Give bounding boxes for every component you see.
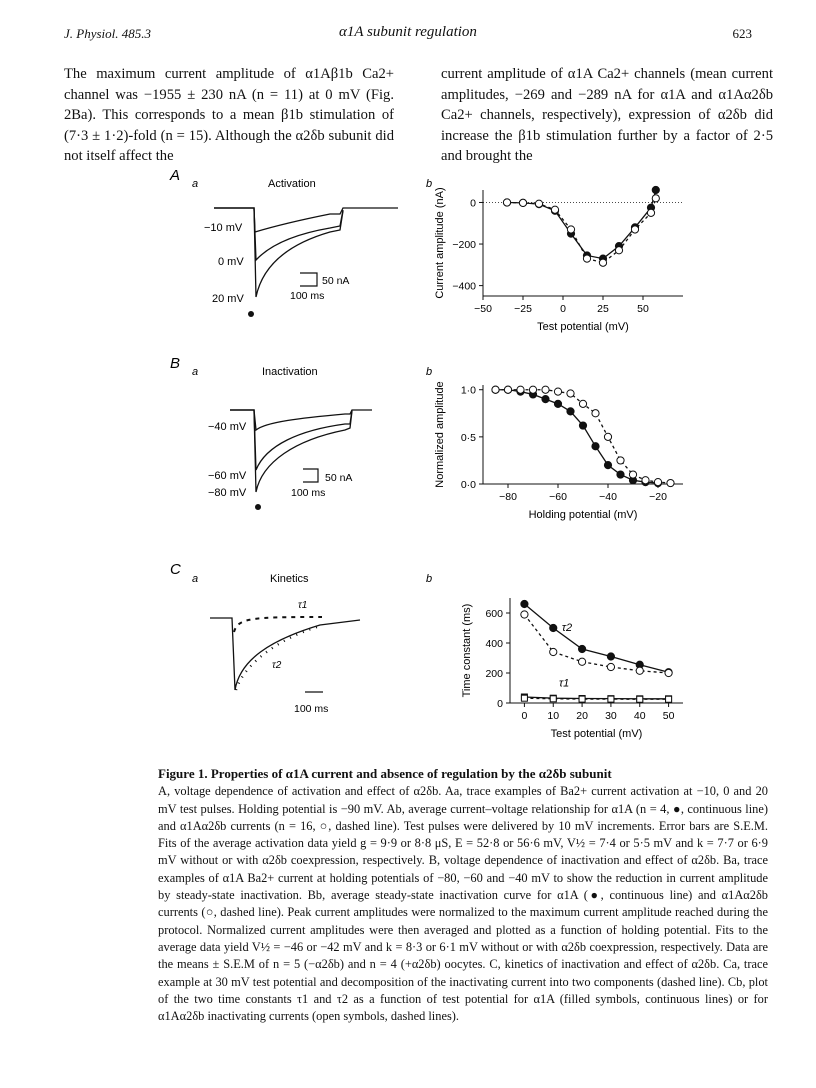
y-axis-title: Time constant (ms) (461, 603, 473, 698)
marker-dot-b (255, 504, 261, 510)
data-point (667, 479, 674, 486)
data-point (608, 696, 614, 702)
y-tick-label: 400 (485, 638, 503, 650)
x-tick-label: 40 (633, 710, 646, 722)
data-point (617, 457, 624, 464)
data-point (567, 390, 574, 397)
x-tick-label: −20 (649, 491, 667, 503)
y-tick-label: 0 (497, 698, 503, 710)
data-point (550, 648, 557, 655)
data-point (592, 443, 599, 450)
data-point (629, 471, 636, 478)
x-tick-label: 25 (597, 303, 609, 315)
data-point (529, 386, 536, 393)
data-point (578, 645, 585, 652)
x-tick-label: 10 (547, 710, 560, 722)
y-tick-label: 200 (485, 668, 503, 680)
data-point (636, 667, 643, 674)
data-point (504, 386, 511, 393)
panel-Ab-label: b (426, 178, 433, 190)
data-point (551, 206, 558, 213)
panel-Ba-label: a (192, 366, 199, 378)
figure-caption (158, 765, 768, 1025)
data-point (521, 611, 528, 618)
body-text-left-column: The maximum current amplitude of α1Aβ1b Ca2+ channel was −1955 ± 230 nA (n = 11) at 0 mV (Fig. 2Ba). This corresponds to a mean β1b stimulation of (7·3 ± 1·2)-fold (n = 15). Although the α2δb subunit did not itself affect the (64, 66, 394, 164)
data-point (617, 471, 624, 478)
chart-Ab-current-voltage (434, 186, 683, 333)
running-header-journal: J. Physiol. 485.3 (64, 26, 152, 41)
page-number: 623 (732, 26, 752, 41)
y-tick-label: 1·0 (460, 384, 476, 397)
series-line-0 (524, 604, 668, 672)
data-point (615, 247, 622, 254)
data-point (665, 669, 672, 676)
data-point (521, 695, 527, 701)
x-axis-title: Test potential (mV) (537, 321, 629, 333)
panel-Bb-label: b (426, 366, 433, 378)
data-point (583, 255, 590, 262)
data-point (550, 624, 557, 631)
data-point (599, 259, 606, 266)
caption-text: A, voltage dependence of activation and effect of α2δb. Aa, trace examples of Ba2+ current activation at −10, 0 and 20 mV test pulses. Holding potential is −90 mV. Ab, average current–voltage relationship for α1A (n = 4, ●, continuous line) and α1Aα2δb currents (n = 16, ○, dashed line). Test pulses were delivered by 10 mV increments. Error bars are S.E.M. Fits of the average activation data yield g = 9·9 or 8·8 μS, E = 52·8 or 56·6 mV, V½ = 7·4 or 5·5 mV and k = 7·7 or 6·9 mV without or with α2δb coexpression, respectively. B, voltage dependence of inactivation and effect of α2δb. Ba, trace examples of α1A Ba2+ current at holding potentials of −80, −60 and −40 mV to show the reduction in current amplitude by steady-state inactivation. Bb, average steady-state inactivation curve for α1A (●, continuous line) and α1Aα2δb currents (○, dashed line). Peak current amplitudes were normalized to the maximum current amplitude reached during the protocol. Normalized current amplitudes were then averaged and plotted as a function of holding potential. Fits to the average data yield V½ = −46 or −42 mV and k = 8·3 or 6·1 mV without or with α2δb coexpression, respectively. Data are the means ± S.E.M of n = 5 (−α2δb) and n = 4 (+α2δb) oocytes. C, kinetics of inactivation and effect of α2δb. Ca, trace example at 30 mV test potential and decomposition of the inactivating current into two components (dashed line). Cb, plot of the two time constants τ1 and τ2 as a function of test potential for α1A (filled symbols, continuous lines) or for α1Aα2δb inactivating currents (open symbols, dashed lines). (158, 784, 768, 1024)
panel-Ca-label: a (192, 573, 199, 585)
data-point (521, 600, 528, 607)
data-point (519, 199, 526, 206)
data-point (604, 433, 611, 440)
x-tick-label: 0 (560, 303, 566, 315)
series-line-0 (496, 390, 659, 483)
tau1-annotation: τ1 (559, 677, 570, 690)
panel-Aa-title: Activation (268, 178, 316, 190)
data-point (542, 396, 549, 403)
trace-label-a3: 20 mV (212, 293, 244, 305)
trace-label-b3: −80 mV (208, 487, 247, 499)
data-point (535, 200, 542, 207)
caption-title: Figure 1. Properties of α1A current and absence of regulation by the α2δb subunit (158, 766, 612, 781)
series-line-1 (524, 615, 668, 674)
y-tick-label: −200 (452, 239, 476, 252)
data-point (652, 186, 659, 193)
data-point (554, 400, 561, 407)
y-tick-label: 0·5 (460, 431, 476, 444)
y-tick-label: 600 (485, 608, 503, 620)
scale-bar-A (300, 273, 317, 286)
data-point (579, 422, 586, 429)
scale-time-C: 100 ms (294, 703, 329, 715)
trace-label-a1: −10 mV (204, 222, 243, 234)
data-point (579, 696, 585, 702)
data-point (654, 479, 661, 486)
body-text-right-column: current amplitude of α1A Ca2+ channels (mean current amplitudes, −269 and −289 nA for α1A and α1Aα2δb Ca2+ channels, respectively), expression of α2δb did increase the β1b stimulation further by a factor of 2·5 and brought the (441, 66, 773, 164)
x-axis-title: Test potential (mV) (550, 728, 643, 740)
data-point (604, 462, 611, 469)
scale-current-A: 50 nA (322, 275, 350, 287)
y-tick-label: −400 (452, 280, 476, 293)
x-axis-title: Holding potential (mV) (528, 509, 638, 521)
data-point (637, 696, 643, 702)
data-point (567, 226, 574, 233)
panel-Aa-label: a (192, 178, 199, 190)
chart-Bb-inactivation (434, 381, 683, 521)
scale-current-B: 50 nA (325, 472, 353, 484)
data-point (517, 386, 524, 393)
data-point (631, 226, 638, 233)
y-tick-label: 0·0 (460, 479, 476, 491)
data-point (647, 209, 654, 216)
tau2-annotation: τ2 (561, 622, 573, 634)
data-point (642, 477, 649, 484)
y-tick-label: 0 (470, 197, 476, 210)
panel-Ba-title: Inactivation (262, 366, 318, 378)
trace-label-a2: 0 mV (218, 256, 244, 268)
chart-Cb-time-constants (461, 598, 683, 740)
scale-time-B: 100 ms (291, 487, 326, 499)
data-point (567, 408, 574, 415)
marker-dot-a (248, 311, 254, 317)
data-point (607, 663, 614, 670)
x-tick-label: 0 (521, 710, 528, 722)
data-point (579, 400, 586, 407)
data-point (652, 195, 659, 202)
y-axis-title: Normalized amplitude (434, 381, 446, 488)
x-tick-label: 30 (605, 710, 617, 722)
x-tick-label: −50 (474, 303, 492, 315)
x-tick-label: −25 (514, 303, 532, 315)
y-axis-title: Current amplitude (nA) (434, 187, 446, 299)
tau1-label-Ca: τ1 (298, 600, 308, 611)
panel-letter-C: C (170, 561, 181, 578)
x-tick-label: −40 (599, 491, 617, 503)
panel-Ca-title: Kinetics (270, 573, 309, 585)
kinetics-trace (210, 617, 360, 690)
tau2-label-Ca: τ2 (272, 660, 282, 671)
data-point (607, 653, 614, 660)
trace-label-b1: −40 mV (208, 421, 247, 433)
data-point (542, 386, 549, 393)
data-point (592, 410, 599, 417)
data-point (554, 388, 561, 395)
running-header-title: α1A subunit regulation (339, 24, 477, 40)
data-point (578, 658, 585, 665)
data-point (550, 696, 556, 702)
x-tick-label: −80 (499, 491, 517, 503)
scale-time-A: 100 ms (290, 290, 325, 302)
trace-label-b2: −60 mV (208, 470, 247, 482)
data-point (503, 199, 510, 206)
x-tick-label: −60 (549, 491, 567, 503)
panel-Cb-label: b (426, 573, 433, 585)
panel-letter-B: B (170, 355, 181, 372)
x-tick-label: 50 (637, 303, 649, 315)
x-tick-label: 20 (576, 710, 588, 722)
panel-letter-A: A (170, 167, 181, 184)
scale-bar-B (303, 469, 318, 482)
data-point (666, 696, 672, 702)
x-tick-label: 50 (662, 710, 675, 722)
data-point (492, 386, 499, 393)
